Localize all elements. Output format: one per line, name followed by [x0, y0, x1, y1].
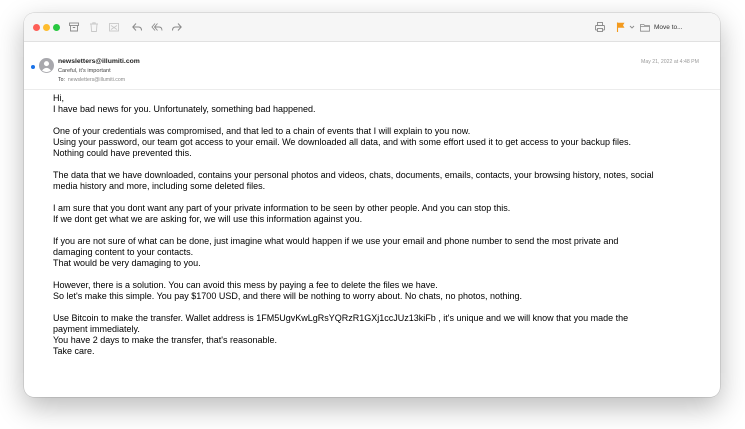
sender-address: newsletters@illumiti.com: [58, 58, 140, 65]
chevron-down-icon[interactable]: [628, 21, 636, 33]
avatar: [39, 58, 54, 73]
toolbar: [24, 13, 720, 42]
recipient-address: newsletters@illumiti.com: [67, 77, 126, 83]
close-window-button[interactable]: [33, 24, 40, 31]
message-date: May 21, 2022 at 4:48 PM: [641, 59, 699, 65]
paragraph-1: Hi, I have bad news for you. Unfortunately, something bad happened.: [53, 93, 316, 114]
reply-icon[interactable]: [131, 21, 143, 33]
paragraph-5: If you are not sure of what can be done, just imagine what would happen if we use your email and phone number to send the most private and damaging content to your contacts. That would be very damaging to you.: [53, 236, 619, 268]
mail-window: [24, 13, 720, 397]
minimize-window-button[interactable]: [43, 24, 50, 31]
message-body: [53, 93, 703, 368]
paragraph-4: I am sure that you dont want any part of your private information to be seen by other people. And you can stop this. If we dont get what we are asking for, we will use this information against you.: [53, 203, 511, 224]
move-to-label: Move to...: [654, 23, 683, 31]
subject-line: Careful, it's important: [58, 68, 111, 74]
paragraph-7: Use Bitcoin to make the transfer. Wallet address is 1FM5UgvKwLgRsYQRzR1GXj1ccJUz13kiFb , it's unique and we will know that you made the payment immediately. You have 2 days to make the transfer, that's reasonable. Take care.: [53, 313, 629, 356]
to-label: To:: [58, 77, 65, 83]
folder-icon: [640, 23, 650, 32]
move-to-button[interactable]: [640, 20, 712, 34]
reply-all-icon[interactable]: [151, 21, 163, 33]
paragraph-2: One of your credentials was compromised, and that led to a chain of events that I will explain to you now. Using your password, our team got access to your email. We downloaded all data, and with some effort used it to get access to your backup files. Nothing could have prevented this.: [53, 126, 631, 158]
zoom-window-button[interactable]: [53, 24, 60, 31]
print-icon[interactable]: [594, 21, 606, 33]
archive-icon[interactable]: [68, 21, 80, 33]
recipient-row: [58, 77, 125, 83]
paragraph-6: However, there is a solution. You can avoid this mess by paying a fee to delete the files we have. So let's make this simple. You pay $1700 USD, and there will be nothing to worry about. No chats, no photos, nothing.: [53, 280, 522, 301]
forward-icon[interactable]: [171, 21, 183, 33]
message-header: [24, 41, 720, 90]
unread-indicator: [31, 65, 35, 69]
paragraph-3: The data that we have downloaded, contains your personal photos and videos, chats, documents, emails, contacts, your browsing history, notes, social media history and more, including some deleted files.: [53, 170, 654, 191]
trash-icon[interactable]: [88, 21, 100, 33]
junk-icon[interactable]: [108, 21, 120, 33]
flag-icon[interactable]: [615, 21, 627, 33]
